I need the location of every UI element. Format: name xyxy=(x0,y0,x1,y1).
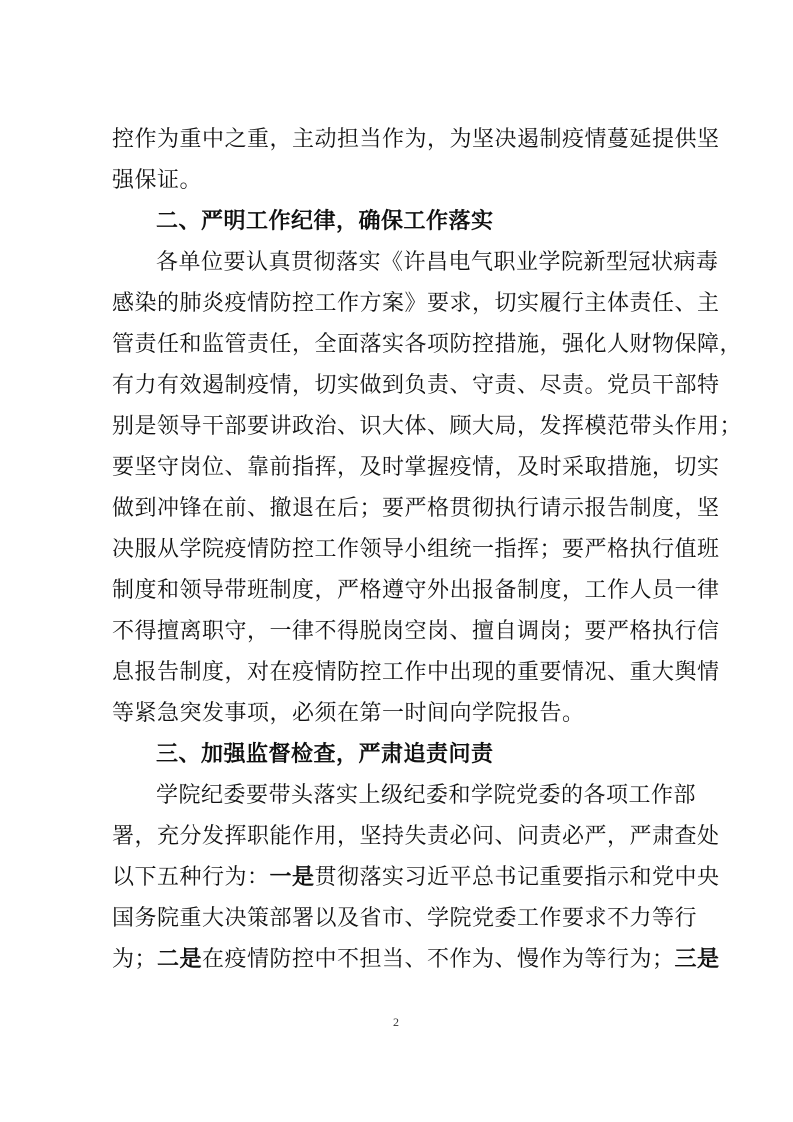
paragraph-2-line-2: 感染的肺炎疫情防控工作方案》要求，切实履行主体责任、主 xyxy=(112,291,720,316)
paragraph-1-line-2: 强保证。 xyxy=(112,168,203,193)
paragraph-3-line-2: 署，充分发挥职能作用，坚持失责必问、问责必严，严肃查处 xyxy=(112,824,720,849)
paragraph-2-line-6: 要坚守岗位、靠前指挥，及时掌握疫情，及时采取措施，切实 xyxy=(112,455,720,480)
paragraph-3-line-5-b: 在疫情防控中不担当、不作为、慢作为等行为； xyxy=(202,947,675,972)
paragraph-3-line-4: 国务院重大决策部署以及省市、学院党委工作要求不力等行 xyxy=(112,906,698,931)
paragraph-3-line-1: 学院纪委要带头落实上级纪委和学院党委的各项工作部 xyxy=(156,783,697,808)
paragraph-2-line-9: 制度和领导带班制度，严格遵守外出报备制度，工作人员一律 xyxy=(112,578,720,603)
paragraph-2-line-10: 不得擅离职守，一律不得脱岗空岗、擅自调岗；要严格执行信 xyxy=(112,619,720,644)
paragraph-2-line-8: 决服从学院疫情防控工作领导小组统一指挥；要严格执行值班 xyxy=(112,537,720,562)
paragraph-3-line-5 xyxy=(112,943,720,977)
section-heading-2: 二、严明工作纪律，确保工作落实 xyxy=(156,209,494,234)
paragraph-3-line-3-rest: 贯彻落实习近平总书记重要指示和党中央 xyxy=(314,865,720,890)
paragraph-2-line-3: 管责任和监管责任，全面落实各项防控措施，强化人财物保障， xyxy=(112,332,743,357)
paragraph-2-line-5: 别是领导干部要讲政治、识大体、顾大局，发挥模范带头作用； xyxy=(112,414,743,439)
paragraph-2-line-4: 有力有效遏制疫情，切实做到负责、守责、尽责。党员干部特 xyxy=(112,373,720,398)
paragraph-2-line-1: 各单位要认真贯彻落实《许昌电气职业学院新型冠状病毒 xyxy=(156,250,719,275)
section-heading-3: 三、加强监督检查，严肃追责问责 xyxy=(156,742,494,767)
paragraph-2-line-12: 等紧急突发事项，必须在第一时间向学院报告。 xyxy=(112,701,585,726)
emphasis-second: 二是 xyxy=(157,947,203,972)
paragraph-3-line-3 xyxy=(112,861,720,895)
emphasis-first: 一是 xyxy=(269,865,315,890)
emphasis-third: 三是 xyxy=(674,947,720,972)
paragraph-3-line-5-a: 为； xyxy=(112,947,158,972)
page-number: 2 xyxy=(393,1015,399,1029)
paragraph-2-line-7: 做到冲锋在前、撤退在后；要严格贯彻执行请示报告制度，坚 xyxy=(112,496,720,521)
paragraph-3-line-3-text: 以下五种行为： xyxy=(112,865,270,890)
paragraph-2-line-11: 息报告制度，对在疫情防控工作中出现的重要情况、重大舆情 xyxy=(112,660,720,685)
paragraph-1-line-1: 控作为重中之重，主动担当作为，为坚决遏制疫情蔓延提供坚 xyxy=(112,127,720,152)
